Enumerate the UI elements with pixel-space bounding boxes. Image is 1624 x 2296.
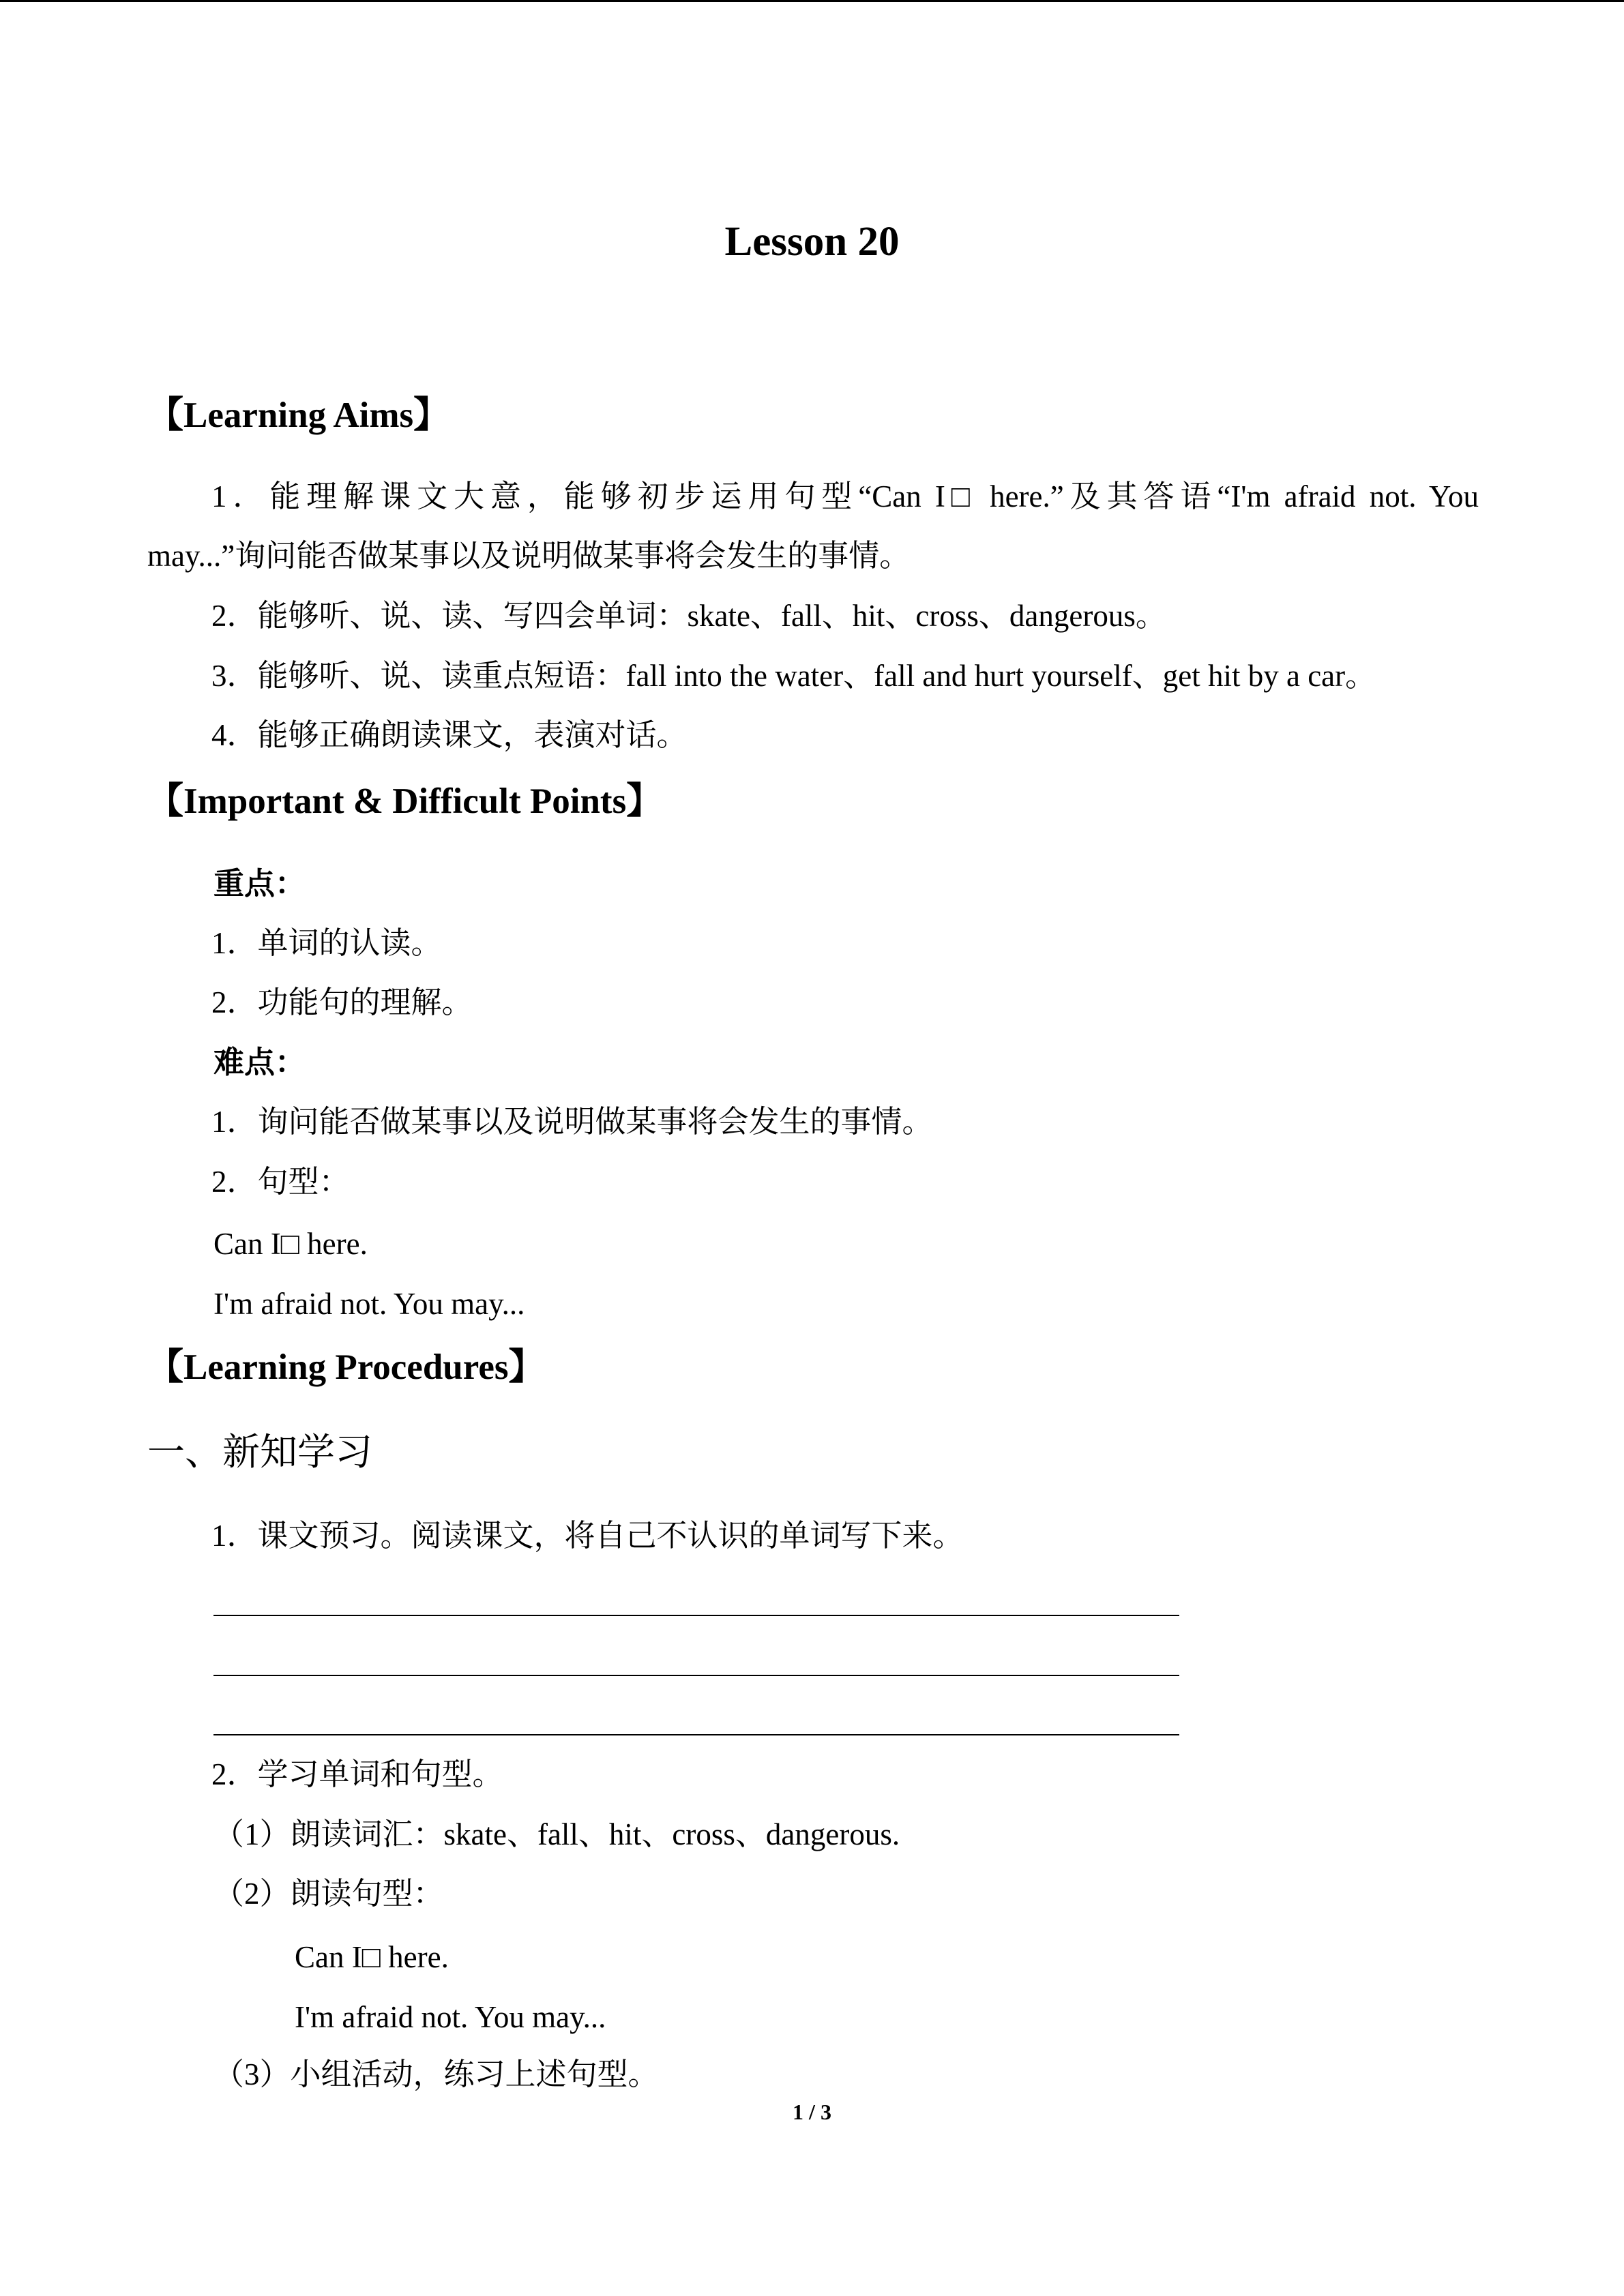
- sentence-pattern-question: Can I□ here.: [213, 1227, 368, 1261]
- aim-item-1: 1．能理解课文大意，能够初步运用句型“Can I□ here.”及其答语“I'm afraid not. You: [211, 479, 1479, 513]
- procedures-heading: 【Learning Procedures】: [147, 1347, 545, 1387]
- page-top-border: [0, 0, 1624, 2]
- answer-line-3[interactable]: [213, 1734, 1179, 1735]
- step-1-preview: 1．课文预习。阅读课文，将自己不认识的单词写下来。: [211, 1519, 964, 1553]
- sub-step-2-sentences: （2）朗读句型：: [213, 1877, 444, 1911]
- aim-item-3: 3．能够听、说、读重点短语：fall into the water、fall and hurt yourself、get hit by a car。: [211, 659, 1376, 693]
- difficult-point-1: 1．询问能否做某事以及说明做某事将会发生的事情。: [211, 1105, 933, 1139]
- key-point-2: 2．功能句的理解。: [211, 985, 473, 1019]
- practice-sentence-answer: I'm afraid not. You may...: [295, 2000, 606, 2034]
- aim-item-2: 2．能够听、说、读、写四会单词：skate、fall、hit、cross、dangerous。: [211, 599, 1166, 633]
- learning-aims-heading: 【Learning Aims】: [147, 396, 450, 435]
- aim-item-4: 4．能够正确朗读课文，表演对话。: [211, 718, 688, 752]
- page-number: 1 / 3: [793, 2100, 831, 2124]
- part-one-heading: 一、新知学习: [147, 1431, 373, 1473]
- sub-step-1-vocabulary: （1）朗读词汇：skate、fall、hit、cross、dangerous.: [213, 1817, 900, 1851]
- difficult-point-2: 2．句型：: [211, 1165, 350, 1199]
- page-title: Lesson 20: [724, 219, 900, 265]
- answer-line-2[interactable]: [213, 1675, 1179, 1676]
- key-point-1: 1．单词的认读。: [211, 926, 442, 960]
- answer-line-1[interactable]: [213, 1615, 1179, 1616]
- sub-step-3-group-activity: （3）小组活动，练习上述句型。: [213, 2057, 659, 2091]
- difficult-points-label: 难点：: [213, 1045, 306, 1079]
- points-heading: 【Important & Difficult Points】: [147, 781, 663, 821]
- aim-item-1-continued: may...”询问能否做某事以及说明做某事将会发生的事情。: [147, 539, 911, 573]
- step-2-study: 2．学习单词和句型。: [211, 1757, 503, 1791]
- sentence-pattern-answer: I'm afraid not. You may...: [213, 1287, 525, 1321]
- key-points-label: 重点：: [213, 867, 306, 901]
- practice-sentence-question: Can I□ here.: [295, 1940, 449, 1974]
